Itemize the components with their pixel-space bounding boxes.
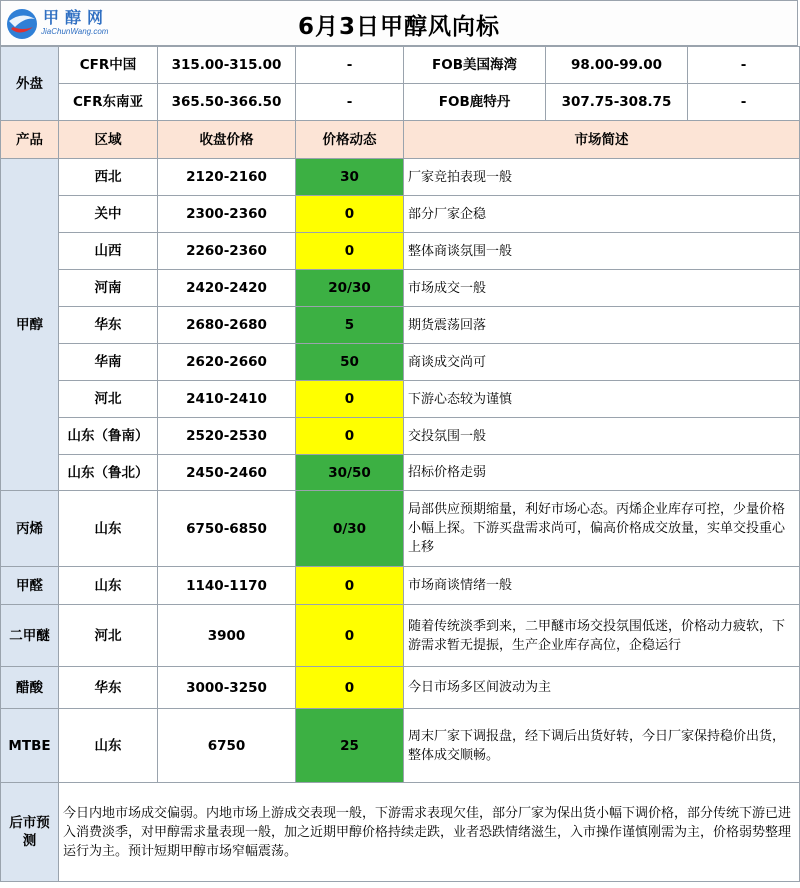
change-cell: 0 — [296, 567, 404, 605]
region-cell: 山东 — [59, 567, 158, 605]
product-row — [1, 567, 800, 605]
column-header-region: 区域 — [59, 121, 158, 159]
foreign-right-name: FOB鹿特丹 — [404, 84, 546, 121]
region-cell: 关中 — [59, 196, 158, 233]
product-row — [1, 605, 800, 667]
forecast-text: 今日内地市场成交偏弱。内地市场上游成交表现一般，下游需求表现欠佳，部分厂家为保出货小幅下调价格，部分传统下游已进入消费淡季，对甲醇需求量表现一般，加之近期甲醇价格持续走跌，业者恐跌情绪滋生，入市操作谨慎刚需为主，价格弱势整理运行为主。预计短期甲醇市场窄幅震荡。 — [59, 783, 800, 882]
price-cell: 2420-2420 — [158, 270, 296, 307]
change-cell: 0 — [296, 233, 404, 270]
product-row — [1, 491, 800, 567]
market-desc-cell: 下游心态较为谨慎 — [404, 381, 800, 418]
page-title: 6月3日甲醇风向标 — [297, 14, 500, 40]
column-header-price: 收盘价格 — [158, 121, 296, 159]
region-cell: 山西 — [59, 233, 158, 270]
market-desc-cell: 部分厂家企稳 — [404, 196, 800, 233]
column-header-row — [1, 121, 800, 159]
region-cell: 华东 — [59, 667, 158, 709]
price-cell: 1140-1170 — [158, 567, 296, 605]
price-cell: 2120-2160 — [158, 159, 296, 196]
region-cell: 山东（鲁北） — [59, 455, 158, 491]
product-row — [1, 344, 800, 381]
region-cell: 河北 — [59, 605, 158, 667]
price-cell: 6750 — [158, 709, 296, 783]
foreign-right-change: - — [688, 47, 800, 84]
price-cell: 2410-2410 — [158, 381, 296, 418]
product-row — [1, 270, 800, 307]
region-cell: 华东 — [59, 307, 158, 344]
market-desc-cell: 随着传统淡季到来，二甲醚市场交投氛围低迷，价格动力疲软，下游需求暂无提振，生产企业库存高位，企稳运行 — [404, 605, 800, 667]
product-row — [1, 667, 800, 709]
product-row — [1, 709, 800, 783]
price-cell: 2450-2460 — [158, 455, 296, 491]
market-desc-cell: 厂家竞拍表现一般 — [404, 159, 800, 196]
region-cell: 西北 — [59, 159, 158, 196]
region-cell: 山东 — [59, 709, 158, 783]
product-name: 甲醛 — [1, 567, 59, 605]
foreign-right-price: 98.00-99.00 — [546, 47, 688, 84]
price-cell: 2680-2680 — [158, 307, 296, 344]
product-name: MTBE — [1, 709, 59, 783]
region-cell: 河南 — [59, 270, 158, 307]
price-cell: 3900 — [158, 605, 296, 667]
market-desc-cell: 市场商谈情绪一般 — [404, 567, 800, 605]
market-desc-cell: 整体商谈氛围一般 — [404, 233, 800, 270]
report-header — [0, 0, 798, 46]
change-cell: 0 — [296, 667, 404, 709]
change-cell: 0 — [296, 605, 404, 667]
price-cell: 2260-2360 — [158, 233, 296, 270]
market-desc-cell: 招标价格走弱 — [404, 455, 800, 491]
foreign-left-price: 365.50-366.50 — [158, 84, 296, 121]
foreign-right-name: FOB美国海湾 — [404, 47, 546, 84]
change-cell: 5 — [296, 307, 404, 344]
product-name: 醋酸 — [1, 667, 59, 709]
logo-name: 甲醇网 — [43, 8, 110, 27]
column-header-product: 产品 — [1, 121, 59, 159]
price-cell: 2520-2530 — [158, 418, 296, 455]
foreign-market-row — [1, 84, 800, 121]
product-row — [1, 418, 800, 455]
change-cell: 0 — [296, 196, 404, 233]
change-cell: 50 — [296, 344, 404, 381]
product-row — [1, 159, 800, 196]
product-name: 甲醇 — [1, 159, 59, 491]
foreign-left-price: 315.00-315.00 — [158, 47, 296, 84]
foreign-right-change: - — [688, 84, 800, 121]
change-cell: 25 — [296, 709, 404, 783]
foreign-right-price: 307.75-308.75 — [546, 84, 688, 121]
column-header-change: 价格动态 — [296, 121, 404, 159]
foreign-left-change: - — [296, 47, 404, 84]
change-cell: 20/30 — [296, 270, 404, 307]
region-cell: 山东（鲁南） — [59, 418, 158, 455]
price-cell: 2620-2660 — [158, 344, 296, 381]
logo-url: JiaChunWang.com — [41, 27, 109, 36]
forecast-row — [1, 783, 800, 882]
region-cell: 华南 — [59, 344, 158, 381]
foreign-market-row — [1, 47, 800, 84]
product-row — [1, 196, 800, 233]
change-cell: 0 — [296, 418, 404, 455]
product-row — [1, 381, 800, 418]
market-desc-cell: 局部供应预期缩量，利好市场心态。丙烯企业库存可控，少量价格小幅上探。下游买盘需求尚可，偏高价格成交放量，实单交投重心上移 — [404, 491, 800, 567]
change-cell: 0/30 — [296, 491, 404, 567]
foreign-left-change: - — [296, 84, 404, 121]
price-cell: 6750-6850 — [158, 491, 296, 567]
foreign-left-name: CFR东南亚 — [59, 84, 158, 121]
product-name: 二甲醚 — [1, 605, 59, 667]
column-header-desc: 市场简述 — [404, 121, 800, 159]
change-cell: 30/50 — [296, 455, 404, 491]
change-cell: 0 — [296, 381, 404, 418]
market-desc-cell: 周末厂家下调报盘，经下调后出货好转，今日厂家保持稳价出货，整体成交顺畅。 — [404, 709, 800, 783]
change-cell: 30 — [296, 159, 404, 196]
region-cell: 山东 — [59, 491, 158, 567]
market-desc-cell: 市场成交一般 — [404, 270, 800, 307]
market-desc-cell: 交投氛围一般 — [404, 418, 800, 455]
market-desc-cell: 今日市场多区间波动为主 — [404, 667, 800, 709]
price-cell: 2300-2360 — [158, 196, 296, 233]
product-name: 丙烯 — [1, 491, 59, 567]
price-cell: 3000-3250 — [158, 667, 296, 709]
price-table — [0, 46, 800, 882]
forecast-label: 后市预测 — [1, 783, 59, 882]
product-row — [1, 233, 800, 270]
product-row — [1, 455, 800, 491]
region-cell: 河北 — [59, 381, 158, 418]
product-row — [1, 307, 800, 344]
foreign-market-label: 外盘 — [1, 47, 59, 121]
foreign-left-name: CFR中国 — [59, 47, 158, 84]
market-desc-cell: 期货震荡回落 — [404, 307, 800, 344]
market-desc-cell: 商谈成交尚可 — [404, 344, 800, 381]
